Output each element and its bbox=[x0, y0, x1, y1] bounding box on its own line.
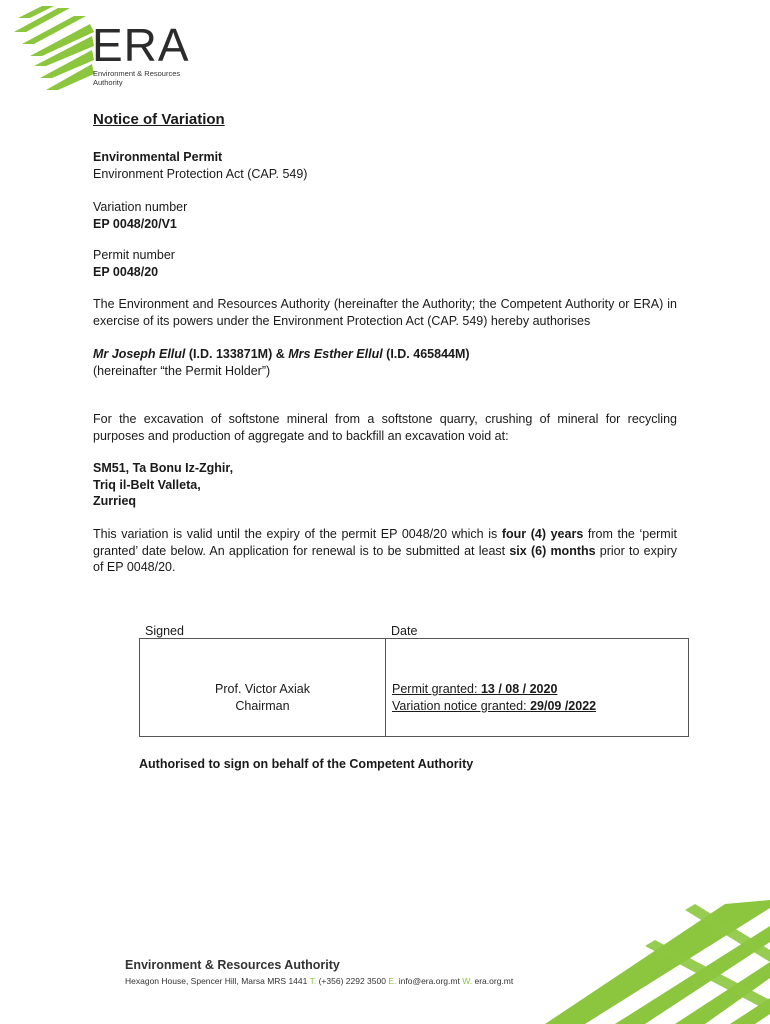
logo-subtitle: Environment & Resources Authority bbox=[93, 69, 181, 87]
authorised-statement: Authorised to sign on behalf of the Competent Authority bbox=[139, 757, 474, 771]
decorative-stripes-icon bbox=[545, 880, 770, 1024]
signature-table bbox=[139, 638, 689, 737]
signatory-name: Prof. Victor Axiak bbox=[215, 682, 310, 696]
permit-holder-block bbox=[93, 346, 677, 379]
signed-label: Signed bbox=[145, 624, 184, 638]
holder-hereinafter: (hereinafter “the Permit Holder”) bbox=[93, 363, 271, 378]
page-title: Notice of Variation bbox=[93, 111, 225, 128]
permit-granted-line: Permit granted: 13 / 08 / 2020 bbox=[392, 682, 558, 696]
variation-granted-date: 29/09 /2022 bbox=[530, 698, 597, 713]
validity-statement: This variation is valid until the expiry of the permit EP 0048/20 which is four (4) years from the ‘permit granted’ date below. An application for renewal is to be submitted at least six (6) months prior to expiry of EP 0048/20. bbox=[93, 527, 677, 574]
footer-address: Hexagon House, Spencer Hill, Marsa MRS 1441 bbox=[125, 976, 308, 986]
holder-name-1: Mr Joseph Ellul bbox=[93, 347, 186, 361]
dates-cell bbox=[386, 639, 688, 736]
footer-phone: (+356) 2292 3500 bbox=[318, 976, 386, 986]
holder-name-2: Mrs Esther Ellul bbox=[288, 347, 383, 361]
variation-number-label: Variation number bbox=[93, 200, 188, 214]
permit-type-block bbox=[93, 149, 677, 182]
holder-id-2: (I.D. 465844M) bbox=[382, 347, 470, 361]
permit-number-value: EP 0048/20 bbox=[93, 264, 159, 279]
authority-statement: The Environment and Resources Authority (hereinafter the Authority; the Competent Authority or ERA) in exercise of its powers under the Environment Protection Act (CAP. 549) hereby authorises bbox=[93, 297, 677, 328]
variation-granted-line: Variation notice granted: 29/09 /2022 bbox=[392, 698, 597, 713]
address-line-2: Triq il-Belt Valleta, bbox=[93, 477, 201, 492]
site-address bbox=[93, 460, 677, 510]
holder-id-1: (I.D. 133871M) & bbox=[185, 347, 289, 361]
permit-number-block bbox=[93, 247, 677, 280]
permit-type-act: Environment Protection Act (CAP. 549) bbox=[93, 166, 308, 181]
signatory-cell bbox=[140, 639, 386, 736]
purpose-statement: For the excavation of softstone mineral from a softstone quarry, crushing of mineral for recycling purposes and production of aggregate and to backfill an excavation void at: bbox=[93, 412, 677, 443]
footer-contact: Hexagon House, Spencer Hill, Marsa MRS 1441 T. (+356) 2292 3500 E. info@era.org.mt W. era.org.mt bbox=[125, 976, 514, 986]
permit-granted-date: 13 / 08 / 2020 bbox=[480, 682, 558, 696]
variation-number-value: EP 0048/20/V1 bbox=[93, 216, 177, 231]
logo-wordmark: ERA bbox=[92, 19, 190, 71]
footer-website: era.org.mt bbox=[474, 976, 514, 986]
variation-number-block bbox=[93, 199, 677, 232]
address-line-1: SM51, Ta Bonu Iz-Zghir, bbox=[93, 461, 234, 475]
date-label: Date bbox=[391, 624, 418, 638]
footer-org-name: Environment & Resources Authority bbox=[125, 958, 340, 972]
address-line-3: Zurrieq bbox=[93, 494, 137, 508]
signatory-role: Chairman bbox=[235, 698, 290, 713]
permit-number-label: Permit number bbox=[93, 248, 175, 262]
footer-email: info@era.org.mt bbox=[398, 976, 460, 986]
permit-type-title: Environmental Permit bbox=[93, 150, 223, 164]
